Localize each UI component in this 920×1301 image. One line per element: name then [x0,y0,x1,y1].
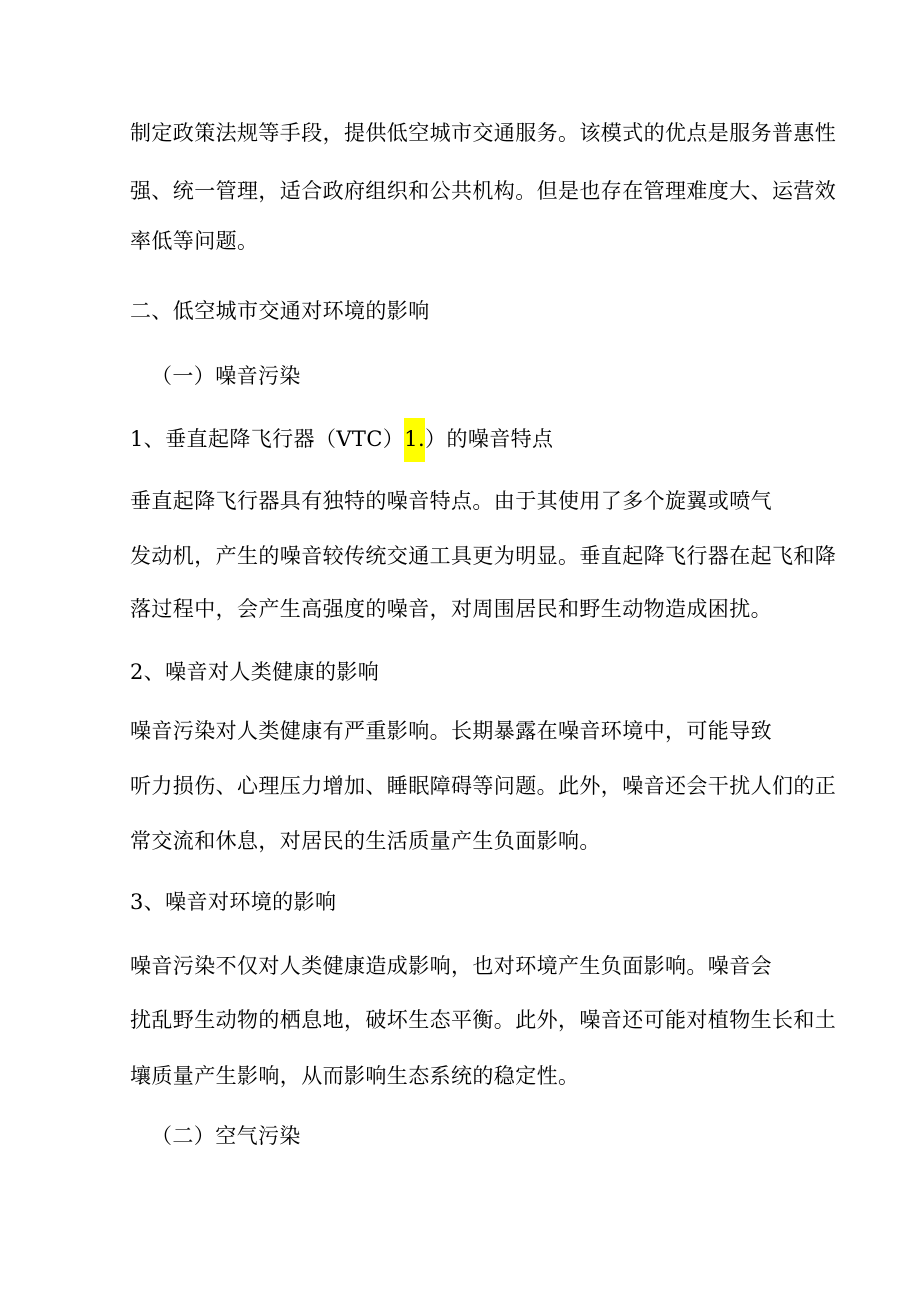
paragraph-line: 垂直起降飞行器具有独特的噪音特点。由于其使用了多个旋翼或喷气 [130,489,772,513]
paragraph-line: 噪音污染不仅对人类健康造成影响，也对环境产生负面影响。噪音会 [130,954,772,978]
paragraph-line: 制定政策法规等手段，提供低空城市交通服务。该模式的优点是服务普惠性 [130,121,837,145]
section-heading: 二、低空城市交通对环境的影响 [130,299,430,323]
item-heading-3: 3、噪音对环境的影响 [130,890,337,914]
subsection-heading: （一）噪音污染 [151,364,301,388]
paragraph-line: 强、统一管理，适合政府组织和公共机构。但是也存在管理难度大、运营效 [130,179,837,203]
paragraph-line: 常交流和休息，对居民的生活质量产生负面影响。 [130,829,601,853]
highlighted-mark: 1. [404,418,425,462]
subsection-heading: （二）空气污染 [151,1124,301,1148]
item-heading-2: 2、噪音对人类健康的影响 [130,660,380,684]
paragraph-line: 听力损伤、心理压力增加、睡眠障碍等问题。此外，噪音还会干扰人们的正 [130,774,837,798]
paragraph-line: 率低等问题。 [130,229,259,253]
paragraph-line: 噪音污染对人类健康有严重影响。长期暴露在噪音环境中，可能导致 [130,719,772,743]
paragraph-line: 落过程中，会产生高强度的噪音，对周围居民和野生动物造成困扰。 [130,597,772,621]
paragraph-line: 扰乱野生动物的栖息地，破坏生态平衡。此外，噪音还可能对植物生长和土 [130,1008,837,1032]
item-heading-text: ）的噪音特点 [425,427,554,451]
item-heading-1 [130,424,553,462]
item-heading-text: 1、垂直起降飞行器（VTC） [130,427,405,451]
paragraph-line: 壤质量产生影响，从而影响生态系统的稳定性。 [130,1064,580,1088]
paragraph-line: 发动机，产生的噪音较传统交通工具更为明显。垂直起降飞行器在起飞和降 [130,544,837,568]
